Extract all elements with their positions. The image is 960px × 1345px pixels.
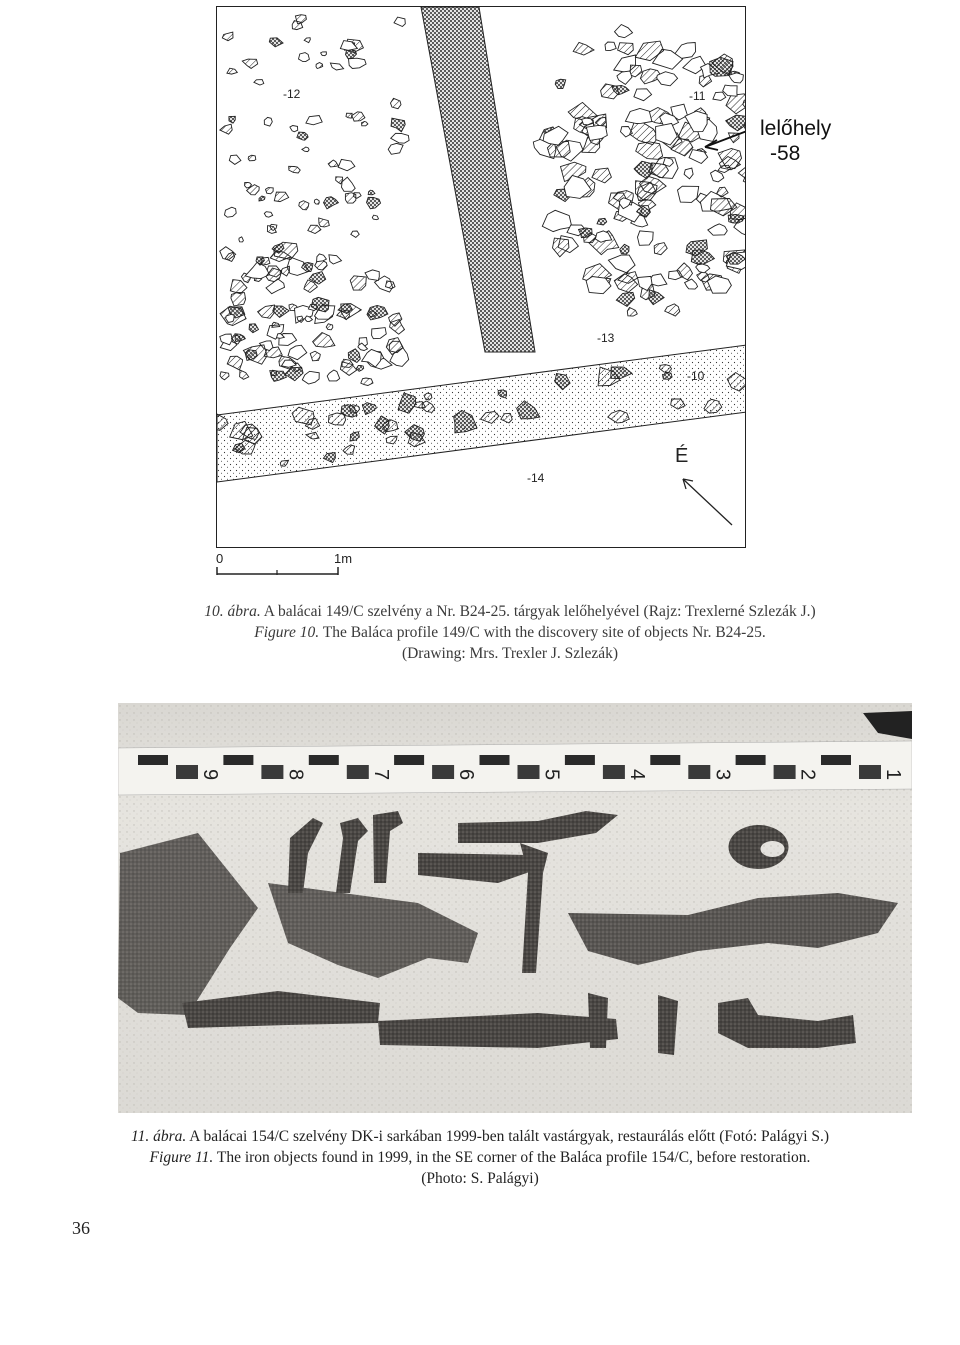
- plan-stone: [302, 371, 319, 384]
- plan-stone: [394, 17, 405, 26]
- plan-stone: [657, 72, 678, 86]
- plan-stone: [242, 59, 257, 68]
- plan-stone: [220, 334, 233, 345]
- plan-stone: [302, 147, 309, 152]
- plan-stone: [634, 89, 652, 101]
- plan-stone: [365, 270, 379, 281]
- site-label-number: -58: [770, 142, 801, 165]
- plan-stone: [227, 356, 242, 370]
- ruler-number: 8: [284, 769, 307, 781]
- plan-stone: [317, 254, 327, 262]
- scale-bar-line: [216, 564, 356, 576]
- plan-stone: [290, 126, 298, 132]
- north-label: É: [675, 445, 689, 467]
- plan-stone: [630, 122, 659, 145]
- plan-stone: [601, 84, 619, 99]
- ruler-block: [736, 755, 766, 765]
- plan-stone: [288, 345, 307, 360]
- plan-stone: [713, 92, 726, 100]
- figure10-caption-en-line2: (Drawing: Mrs. Trexler J. Szlezák): [401, 645, 619, 662]
- plan-stone: [231, 292, 246, 306]
- plan-stone: [220, 372, 229, 380]
- plan-label-12: -12: [283, 87, 301, 101]
- scale-start-label: 0: [216, 551, 224, 566]
- iron-nail-bottom-1: [588, 993, 608, 1048]
- plan-stone: [356, 366, 363, 372]
- ruler-block: [480, 755, 510, 765]
- plan-stone: [665, 304, 680, 316]
- plan-stone: [336, 177, 343, 184]
- plan-stone: [254, 80, 264, 85]
- plan-stone: [308, 225, 321, 233]
- plan-stone: [227, 68, 237, 74]
- ruler-block: [518, 765, 540, 779]
- ruler-block: [261, 765, 283, 779]
- figure10-caption-en-text: The Baláca profile 149/C with the discovery site of objects Nr. B24-25.: [319, 624, 766, 641]
- plan-stone: [388, 143, 403, 154]
- plan-stone: [342, 177, 356, 191]
- plan-stone: [249, 324, 258, 333]
- ruler-block: [347, 765, 369, 779]
- plan-stone: [620, 244, 629, 254]
- plan-stone: [340, 362, 356, 376]
- plan-stone: [391, 98, 402, 108]
- plan-stone: [627, 307, 637, 316]
- plan-stone: [708, 224, 728, 235]
- ruler-block: [223, 755, 253, 765]
- plan-stone: [351, 231, 359, 237]
- ruler-number: 7: [369, 769, 392, 781]
- figure11-caption-en-prefix: Figure 11.: [149, 1149, 214, 1166]
- plan-stone: [386, 281, 396, 289]
- plan-stone: [304, 38, 310, 43]
- plan-stone: [310, 351, 320, 361]
- plan-stone: [707, 276, 731, 293]
- plan-stone: [654, 243, 667, 255]
- figure10-caption-hu-prefix: 10. ábra.: [204, 603, 261, 620]
- plan-stone: [636, 142, 663, 160]
- plan-stone: [597, 218, 607, 225]
- scale-end-label: 1m: [334, 551, 353, 566]
- plan-stone: [361, 378, 373, 386]
- plan-stone: [313, 333, 335, 348]
- plan-stone: [391, 118, 405, 132]
- plan-stone: [372, 328, 387, 339]
- plan-stone: [326, 324, 333, 330]
- plan-stone: [367, 197, 381, 209]
- ruler-number: 6: [455, 769, 478, 781]
- plan-stone: [684, 168, 693, 179]
- excavation-plan-drawing: [216, 6, 746, 548]
- ruler-number: 3: [711, 769, 734, 781]
- plan-stone: [553, 238, 569, 257]
- figure11-caption-hu-text: A balácai 154/C szelvény DK-i sarkában 1999-ben talált vastárgyak, restaurálás előtt (Fotó: Palágyi S.): [186, 1128, 830, 1145]
- plan-stone: [321, 52, 327, 56]
- vertical-wall: [421, 7, 535, 352]
- plan-stone: [280, 266, 289, 276]
- plan-label-14: -14: [527, 471, 545, 485]
- plan-stone: [239, 237, 244, 242]
- figure11-caption: [60, 1126, 900, 1189]
- plan-stone: [424, 393, 432, 400]
- photo-svg: [118, 703, 912, 1113]
- figure10-caption: [140, 601, 880, 664]
- plan-stone: [573, 42, 594, 55]
- plan-stone: [341, 304, 362, 320]
- ruler-block: [774, 765, 796, 779]
- ruler-block: [138, 755, 168, 765]
- plan-stone: [362, 122, 368, 126]
- plan-stone: [264, 117, 272, 126]
- plan-stone: [229, 116, 235, 123]
- figure10-caption-en-prefix: Figure 10.: [254, 624, 320, 641]
- plan-stone: [330, 63, 343, 70]
- plan-stone: [285, 367, 303, 381]
- plan-stone: [592, 168, 612, 183]
- figure10-caption-hu-line: [140, 601, 880, 622]
- plan-stone: [605, 42, 616, 51]
- north-arrow-icon: [683, 479, 732, 525]
- scale-bar: [216, 548, 376, 578]
- plan-stone: [691, 250, 714, 265]
- plan-stone: [367, 306, 388, 320]
- plan-stone: [327, 370, 340, 381]
- ruler-block: [432, 765, 454, 779]
- site-label: [760, 116, 831, 166]
- plan-stone: [273, 306, 289, 318]
- plan-stone: [222, 32, 233, 41]
- plan-label-10: -10: [687, 369, 705, 383]
- plan-stone: [568, 102, 597, 121]
- plan-stone: [618, 43, 634, 55]
- ruler-number: 9: [199, 769, 221, 781]
- plan-label-13: -13: [597, 331, 615, 345]
- plan-stone: [615, 25, 633, 38]
- iron-objects-photo: [118, 703, 912, 1113]
- plan-stone: [274, 192, 288, 202]
- plan-stone: [240, 370, 249, 379]
- ruler-block: [821, 755, 851, 765]
- plan-stone: [299, 201, 309, 210]
- plan-stone: [272, 322, 280, 327]
- plan-stone: [555, 79, 566, 88]
- ruler-block: [309, 755, 339, 765]
- plan-stone: [319, 218, 330, 227]
- plan-stone: [617, 71, 632, 84]
- plan-stone: [235, 334, 245, 342]
- plan-stone: [328, 160, 338, 167]
- plan-stone: [324, 197, 339, 209]
- ruler-block: [176, 765, 198, 779]
- plan-stone: [616, 292, 634, 306]
- plan-stone: [225, 207, 237, 217]
- ruler-block: [394, 755, 424, 765]
- plan-stone: [258, 305, 275, 318]
- plan-stone: [266, 188, 274, 194]
- plan-stone: [350, 276, 366, 290]
- page-number: 36: [72, 1218, 90, 1238]
- plan-stone: [728, 215, 744, 224]
- plan-stone: [270, 371, 287, 382]
- plan-stone: [289, 166, 301, 173]
- ruler-block: [650, 755, 680, 765]
- plan-stone: [229, 155, 241, 164]
- plan-stone: [297, 132, 308, 140]
- plan-stone: [299, 53, 310, 62]
- ruler-number: 4: [625, 769, 648, 781]
- plan-stone: [305, 316, 312, 322]
- plan-stone: [630, 65, 642, 77]
- plan-stone: [685, 279, 698, 289]
- plan-stone: [316, 63, 323, 69]
- plan-stone: [329, 413, 346, 425]
- plan-stone: [264, 212, 272, 218]
- plan-stone: [243, 345, 267, 364]
- ruler-block: [688, 765, 710, 779]
- ruler-number: 5: [540, 769, 563, 781]
- plan-stone: [259, 196, 265, 201]
- plan-stone: [368, 190, 375, 195]
- ruler-block: [565, 755, 595, 765]
- plan-stone: [248, 155, 256, 161]
- plan-label-11: -11: [689, 89, 706, 103]
- plan-stone: [608, 255, 635, 273]
- figure10-caption-en-line: [140, 622, 880, 643]
- figure11-caption-hu-line: [60, 1126, 900, 1147]
- figure11-caption-en-text: The iron objects found in 1999, in the SE corner of the Baláca profile 154/C, before restoration.: [213, 1149, 811, 1166]
- plan-stone: [346, 113, 352, 118]
- plan-stone: [638, 231, 654, 245]
- plan-stone: [329, 255, 342, 264]
- plan-stone: [349, 58, 367, 68]
- ruler-number: 2: [796, 769, 819, 781]
- ruler-number: 1: [882, 769, 904, 781]
- plan-stone: [542, 210, 572, 231]
- plan-stone: [729, 73, 744, 83]
- plan-stone: [678, 186, 699, 202]
- plan-stone: [220, 124, 232, 134]
- plan-stone: [391, 133, 409, 143]
- plan-stone: [338, 159, 355, 170]
- plan-stone: [726, 115, 746, 131]
- ruler-block: [603, 765, 625, 779]
- plan-stone: [345, 193, 355, 203]
- plan-stone: [372, 215, 378, 220]
- figure11-caption-en-line: [60, 1147, 900, 1168]
- site-label-word: lelőhely: [760, 117, 832, 140]
- plan-stone: [314, 199, 319, 204]
- figure11-caption-en-line2: (Photo: S. Palágyi): [421, 1170, 539, 1187]
- ruler-block: [859, 765, 881, 779]
- plan-stone: [306, 116, 322, 125]
- plan-stone: [723, 85, 737, 96]
- plan-stone: [269, 38, 283, 47]
- figure10-caption-hu-text: A balácai 149/C szelvény a Nr. B24-25. tárgyak lelőhelyével (Rajz: Trexlerné Szlezák J.): [260, 603, 816, 620]
- figure11-caption-hu-prefix: 11. ábra.: [130, 1128, 187, 1145]
- plan-stone: [625, 109, 652, 124]
- plan-stone: [586, 125, 607, 140]
- plan-stone: [352, 112, 365, 121]
